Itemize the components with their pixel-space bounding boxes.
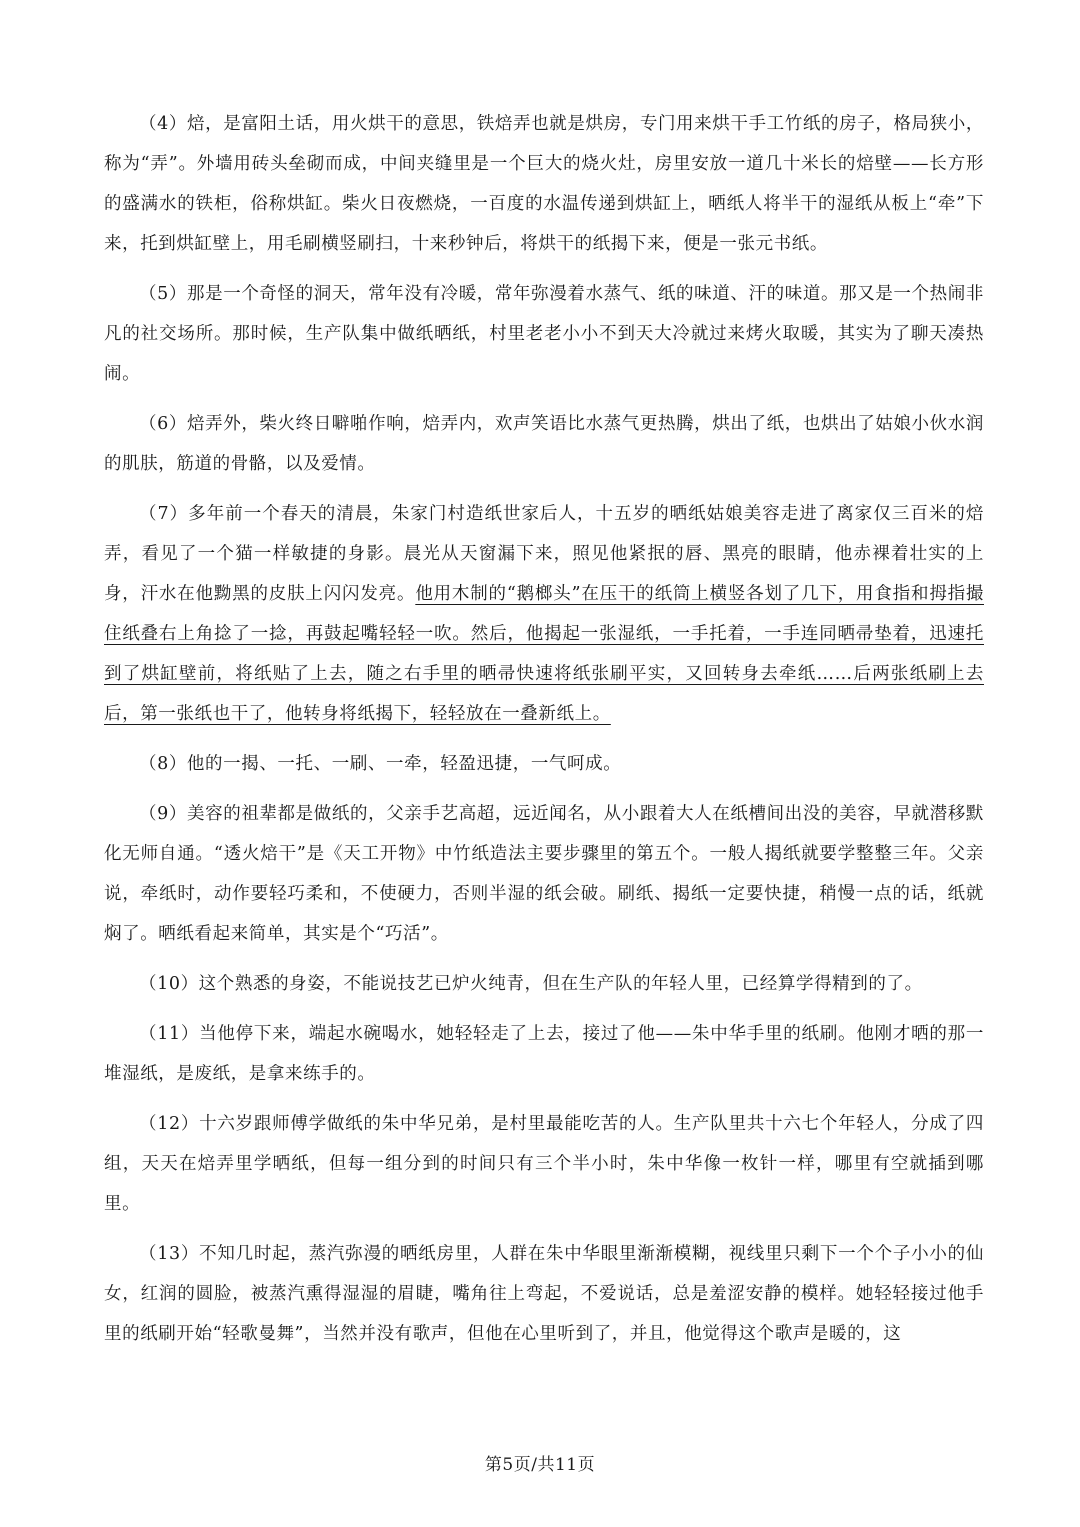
paragraph-4: [104, 104, 984, 264]
paragraph-8: [104, 744, 984, 784]
paragraph-12-text: （12）十六岁跟师傅学做纸的朱中华兄弟，是村里最能吃苦的人。生产队里共十六七个年轻人，分成了四组，天天在焙弄里学晒纸，但每一组分到的时间只有三个半小时，朱中华像一枚针一样，哪里有空就插到哪里。: [104, 1114, 984, 1214]
paragraph-5-text: （5）那是一个奇怪的洞天，常年没有冷暖，常年弥漫着水蒸气、纸的味道、汗的味道。那又是一个热闹非凡的社交场所。那时候，生产队集中做纸晒纸，村里老老小小不到天大冷就过来烤火取暖，其实为了聊天凑热闹。: [104, 284, 984, 384]
paragraph-11-text: （11）当他停下来，端起水碗喝水，她轻轻走了上去，接过了他——朱中华手里的纸刷。他刚才晒的那一堆湿纸，是废纸，是拿来练手的。: [104, 1024, 984, 1084]
paragraph-9-text: （9）美容的祖辈都是做纸的，父亲手艺高超，远近闻名，从小跟着大人在纸槽间出没的美容，早就潜移默化无师自通。“透火焙干”是《天工开物》中竹纸造法主要步骤里的第五个。一般人揭纸就要学整整三年。父亲说，牵纸时，动作要轻巧柔和，不使硬力，否则半湿的纸会破。刷纸、揭纸一定要快捷，稍慢一点的话，纸就焖了。晒纸看起来简单，其实是个“巧活”。: [104, 804, 984, 944]
paragraph-9: [104, 794, 984, 954]
document-body: [104, 104, 984, 1364]
page-footer: 第5页/共11页: [484, 1455, 596, 1475]
paragraph-13-text: （13）不知几时起，蒸汽弥漫的晒纸房里，人群在朱中华眼里渐渐模糊，视线里只剩下一个个子小小的仙女，红润的圆脸，被蒸汽熏得湿湿的眉睫，嘴角往上弯起，不爱说话，总是羞涩安静的模样。她轻轻接过他手里的纸刷开始“轻歌曼舞”，当然并没有歌声，但他在心里听到了，并且，他觉得这个歌声是暖的，这: [104, 1244, 984, 1344]
paragraph-11: [104, 1014, 984, 1094]
paragraph-6: [104, 404, 984, 484]
paragraph-4-text: （4）焙，是富阳土话，用火烘干的意思，铁焙弄也就是烘房，专门用来烘干手工竹纸的房子，格局狭小，称为“弄”。外墙用砖头垒砌而成，中间夹缝里是一个巨大的烧火灶，房里安放一道几十米长的焙壁——长方形的盛满水的铁柜，俗称烘缸。柴火日夜燃烧，一百度的水温传递到烘缸上，晒纸人将半干的湿纸从板上“牵”下来，托到烘缸壁上，用毛刷横竖刷扫，十来秒钟后，将烘干的纸揭下来，便是一张元书纸。: [104, 114, 984, 254]
paragraph-5: [104, 274, 984, 394]
paragraph-13: [104, 1234, 984, 1354]
paragraph-7: [104, 494, 984, 734]
paragraph-10-text: （10）这个熟悉的身姿，不能说技艺已炉火纯青，但在生产队的年轻人里，已经算学得精到的了。: [139, 974, 923, 994]
paragraph-7-text: （7）多年前一个春天的清晨，朱家门村造纸世家后人，十五岁的晒纸姑娘美容走进了离家仅三百米的焙弄，看见了一个猫一样敏捷的身影。晨光从天窗漏下来，照见他紧抿的唇、黑亮的眼睛，他赤裸着壮实的上身，汗水在他黝黑的皮肤上闪闪发亮。: [104, 504, 984, 604]
paragraph-8-text: （8）他的一揭、一托、一刷、一牵，轻盈迅捷，一气呵成。: [139, 754, 622, 774]
paragraph-7-underlined-text: 他用木制的“鹅榔头”在压干的纸筒上横竖各划了几下，用食指和拇指撮住纸叠右上角捻了一捻，再鼓起嘴轻轻一吹。然后，他揭起一张湿纸，一手托着，一手连同晒帚垫着，迅速托到了烘缸壁前，将纸贴了上去，随之右手里的晒帚快速将纸张刷平实，又回转身去牵纸……后两张纸刷上去后，第一张纸也干了，他转身将纸揭下，轻轻放在一叠新纸上。: [104, 584, 984, 724]
paragraph-12: [104, 1104, 984, 1224]
paragraph-6-text: （6）焙弄外，柴火终日噼啪作响，焙弄内，欢声笑语比水蒸气更热腾，烘出了纸，也烘出了姑娘小伙水润的肌肤，筋道的骨骼，以及爱情。: [104, 414, 984, 474]
paragraph-10: [104, 964, 984, 1004]
